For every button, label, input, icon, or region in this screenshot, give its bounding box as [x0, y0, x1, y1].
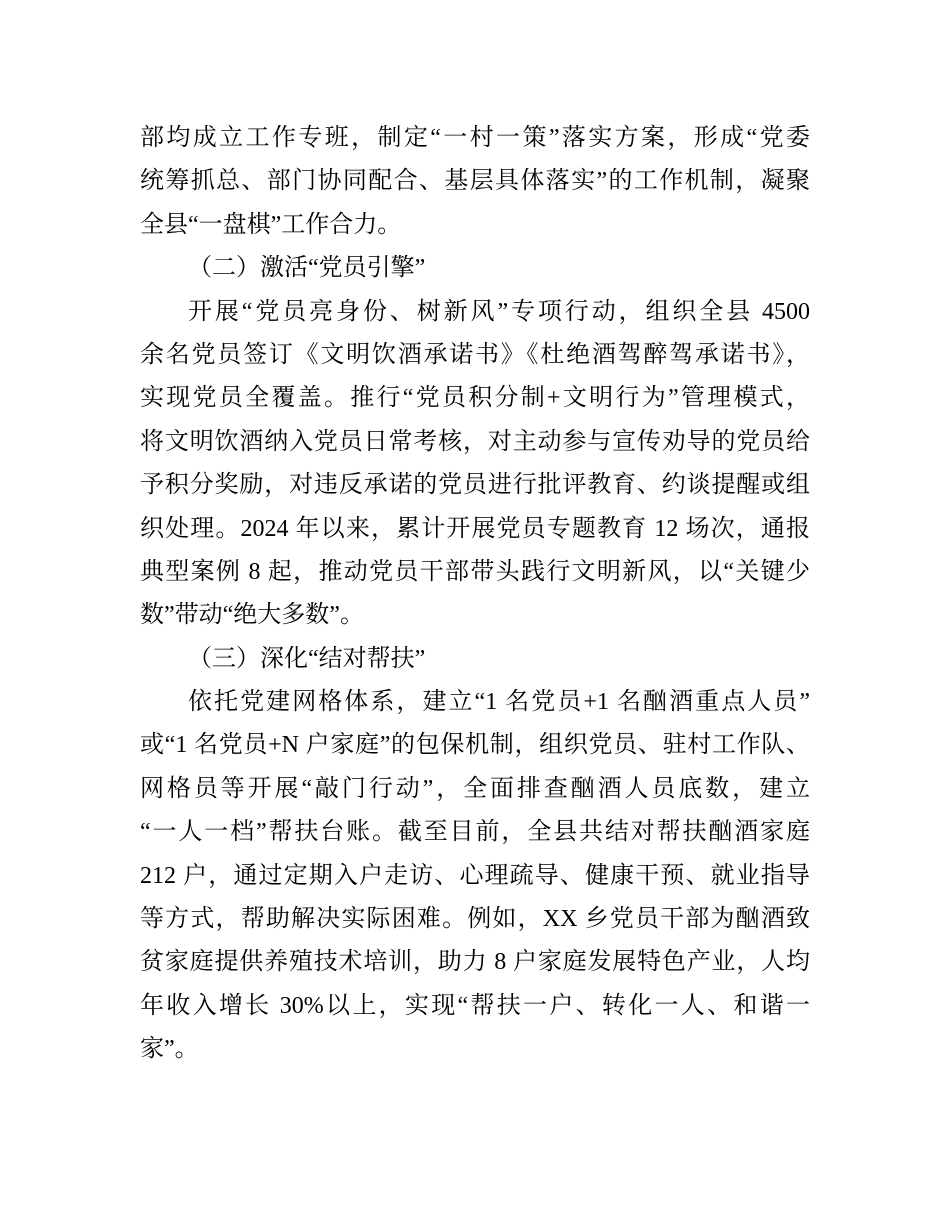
section-heading-2	[140, 247, 810, 290]
text-line: 典型案例 8 起，推动党员干部带头践行文明新风，以“关键少	[140, 558, 810, 585]
text-line: 依托党建网格体系，建立“1 名党员+1 名酗酒重点人员”	[188, 689, 810, 716]
text-line: 全县“一盘棋”工作合力。	[140, 211, 402, 238]
paragraph	[140, 291, 810, 638]
text-line: 数”带动“绝大多数”。	[140, 602, 364, 629]
text-line: 部均成立工作专班，制定“一村一策”落实方案，形成“党委	[140, 125, 810, 151]
text-line: 等方式，帮助解决实际困难。例如，XX 乡党员干部为酗酒致	[140, 906, 810, 933]
text-line: “一人一档”帮扶台账。截至目前，全县共结对帮扶酗酒家庭	[140, 819, 810, 846]
heading-line: （二）激活“党员引擎”	[188, 255, 426, 282]
text-line: 实现党员全覆盖。推行“党员积分制+文明行为”管理模式，	[140, 385, 810, 412]
text-line: 212 户，通过定期入户走访、心理疏导、健康干预、就业指导	[140, 862, 810, 889]
text-line: 网格员等开展“敲门行动”，全面排查酗酒人员底数，建立	[140, 775, 810, 802]
text-line: 或“1 名党员+N 户家庭”的包保机制，组织党员、驻村工作队、	[140, 732, 810, 759]
document-text	[140, 117, 810, 1072]
text-line: 余名党员签订《文明饮酒承诺书》《杜绝酒驾醉驾承诺书》，	[140, 341, 810, 368]
paragraph-continuation	[140, 117, 810, 247]
section-heading-3	[140, 638, 810, 681]
heading-line: （三）深化“结对帮扶”	[188, 645, 426, 672]
text-line: 贫家庭提供养殖技术培训，助力 8 户家庭发展特色产业，人均	[140, 949, 810, 976]
paragraph	[140, 681, 810, 1072]
text-line: 年收入增长 30%以上，实现“帮扶一户、转化一人、和谐一	[140, 992, 810, 1019]
text-line: 开展“党员亮身份、树新风”专项行动，组织全县 4500	[188, 298, 810, 325]
text-line: 将文明饮酒纳入党员日常考核，对主动参与宣传劝导的党员给	[140, 428, 810, 455]
text-line: 予积分奖励，对违反承诺的党员进行批评教育、约谈提醒或组	[140, 472, 810, 499]
text-line: 织处理。2024 年以来，累计开展党员专题教育 12 场次，通报	[140, 515, 810, 542]
text-line: 统筹抓总、部门协同配合、基层具体落实”的工作机制，凝聚	[140, 168, 810, 195]
text-line: 家”。	[140, 1036, 199, 1063]
